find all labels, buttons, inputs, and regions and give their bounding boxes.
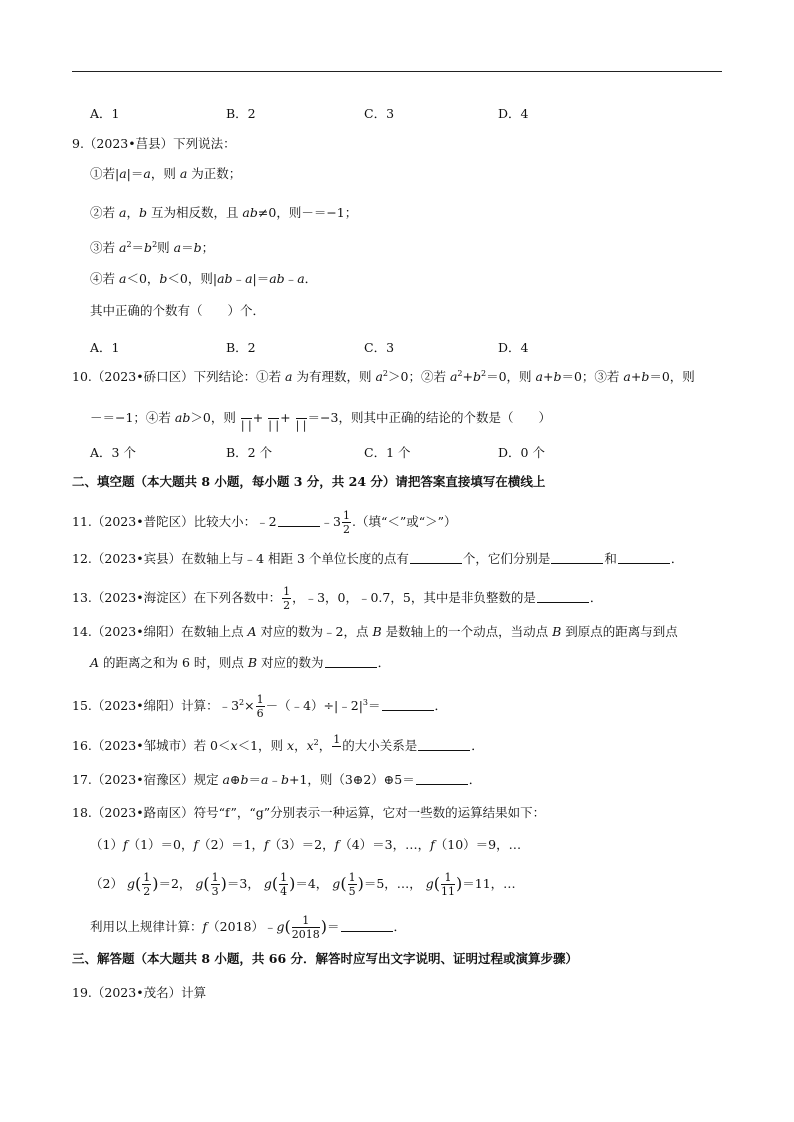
q11-answer-blank[interactable]: [278, 516, 320, 527]
q16-answer-blank[interactable]: [418, 740, 470, 751]
q8-option-b: B．2: [226, 106, 256, 121]
q18-line-compute: 利用以上规律计算：f（2018）﹣g( $\frac{1}{2018}$ )＝ ．: [90, 914, 407, 941]
q8-option-c: C．3: [364, 106, 395, 121]
q9-statement-2: ②若 a，b 互为相反数，且 ab≠0，则－＝−1；: [90, 205, 358, 220]
q10-option-a: A．3 个: [90, 445, 136, 460]
q8-option-a: A．1: [90, 106, 120, 121]
q18-line-g: （2） g( $\frac{1}{2}$ )＝2， g( $\frac{1}{3}$ )＝3， g( $\frac{1}{4}$ )＝4， g( $\frac{1}{5}$ )＝5，…， g( $\frac{1}{11}$ )＝11，…: [90, 871, 516, 898]
q18-answer-blank[interactable]: [341, 921, 393, 932]
q12-blank-count[interactable]: [410, 553, 462, 564]
q9-statement-4: ④若 a＜0，b＜0，则|ab﹣a|＝ab﹣a．: [90, 271, 318, 286]
q9-statement-1: ①若|a|＝a，则 a 为正数；: [90, 166, 242, 181]
q10-option-d: D．0 个: [498, 445, 545, 460]
q11: 11.（2023•普陀区）比较大小：﹣2 ﹣3 $\frac{1}{2}$ .（填“＜”或“＞”）: [72, 509, 457, 536]
q17-answer-blank[interactable]: [416, 774, 468, 785]
q14-line-2: A 的距离之和为 6 时，则点 B 对应的数为 ．: [90, 655, 391, 670]
q13-answer-blank[interactable]: [537, 592, 589, 603]
q10-fraction-3: | |: [296, 406, 307, 431]
q14-answer-blank[interactable]: [325, 657, 377, 668]
q10-line-1: 10.（2023•硚口区）下列结论：①若 a 为有理数，则 $a^2>0$；②若 $a^2+b^2=0$，则 a+b＝0；③若 a+b＝0，则: [72, 369, 695, 384]
q9-option-d: D．4: [498, 340, 529, 355]
q8-option-d: D．4: [498, 106, 529, 121]
q10-option-b: B．2 个: [226, 445, 273, 460]
q19-stem: 19.（2023•茂名）计算: [72, 985, 207, 1000]
q9-option-b: B．2: [226, 340, 256, 355]
q16: 16.（2023•邹城市）若 0＜x＜1，则 x，$x^2$， 1 的大小关系是 ．: [72, 733, 484, 753]
q15: 15.（2023•绵阳）计算：$﹣3^2\times$ $\frac{1}{6}$ $-(﹣4)\div|﹣2|^3=$ ．: [72, 693, 448, 720]
q10-option-c: C．1 个: [364, 445, 411, 460]
q12-blank-first[interactable]: [551, 553, 603, 564]
q9-statement-3: ③若 $a^2=b^2$则 a＝b；: [90, 240, 215, 255]
q9-option-a: A．1: [90, 340, 120, 355]
q17: 17.（2023•宿豫区）规定 a⊕b＝a﹣b+1，则（3⊕2）⊕5＝ ．: [72, 772, 482, 787]
header-rule: [72, 71, 722, 72]
q12-blank-second[interactable]: [618, 553, 670, 564]
section-2-heading: 二、填空题（本大题共 8 小题，每小题 3 分，共 24 分）请把答案直接填写在横线上: [72, 474, 546, 489]
q9-stem: 9.（2023•莒县）下列说法：: [72, 136, 236, 151]
q9-question: 其中正确的个数有（ ）个．: [90, 303, 266, 318]
q15-answer-blank[interactable]: [382, 700, 434, 711]
q18-stem: 18.（2023•路南区）符号“f”，“g”分别表示一种运算，它对一些数的运算结果如下：: [72, 805, 546, 820]
q18-line-f: （1）f（1）＝0，f（2）＝1，f（3）＝2，f（4）＝3，…，f（10）＝9，…: [90, 837, 522, 852]
q10-fraction-2: | |: [268, 406, 279, 431]
q10-fraction-1: | |: [241, 406, 252, 431]
q12: 12.（2023•宾县）在数轴上与﹣4 相距 3 个单位长度的点有 个，它们分别是 和 ．: [72, 551, 684, 566]
section-3-heading: 三、解答题（本大题共 8 小题，共 66 分．解答时应写出文字说明、证明过程或演算步骤）: [72, 951, 579, 966]
q14-line-1: 14.（2023•绵阳）在数轴上点 A 对应的数为﹣2，点 B 是数轴上的一个动点，当动点 B 到原点的距离与到点: [72, 624, 678, 639]
q9-option-c: C．3: [364, 340, 395, 355]
q13: 13.（2023•海淀区）在下列各数中： $\frac{1}{2}$ ，﹣3，0，﹣0.7，5，其中是非负整数的是 ．: [72, 585, 603, 612]
q10-line-2: －＝−1；④若 ab＞0，则 | | + | | + | | ＝−3，则其中正确的结论的个数是（ ）: [90, 406, 551, 431]
